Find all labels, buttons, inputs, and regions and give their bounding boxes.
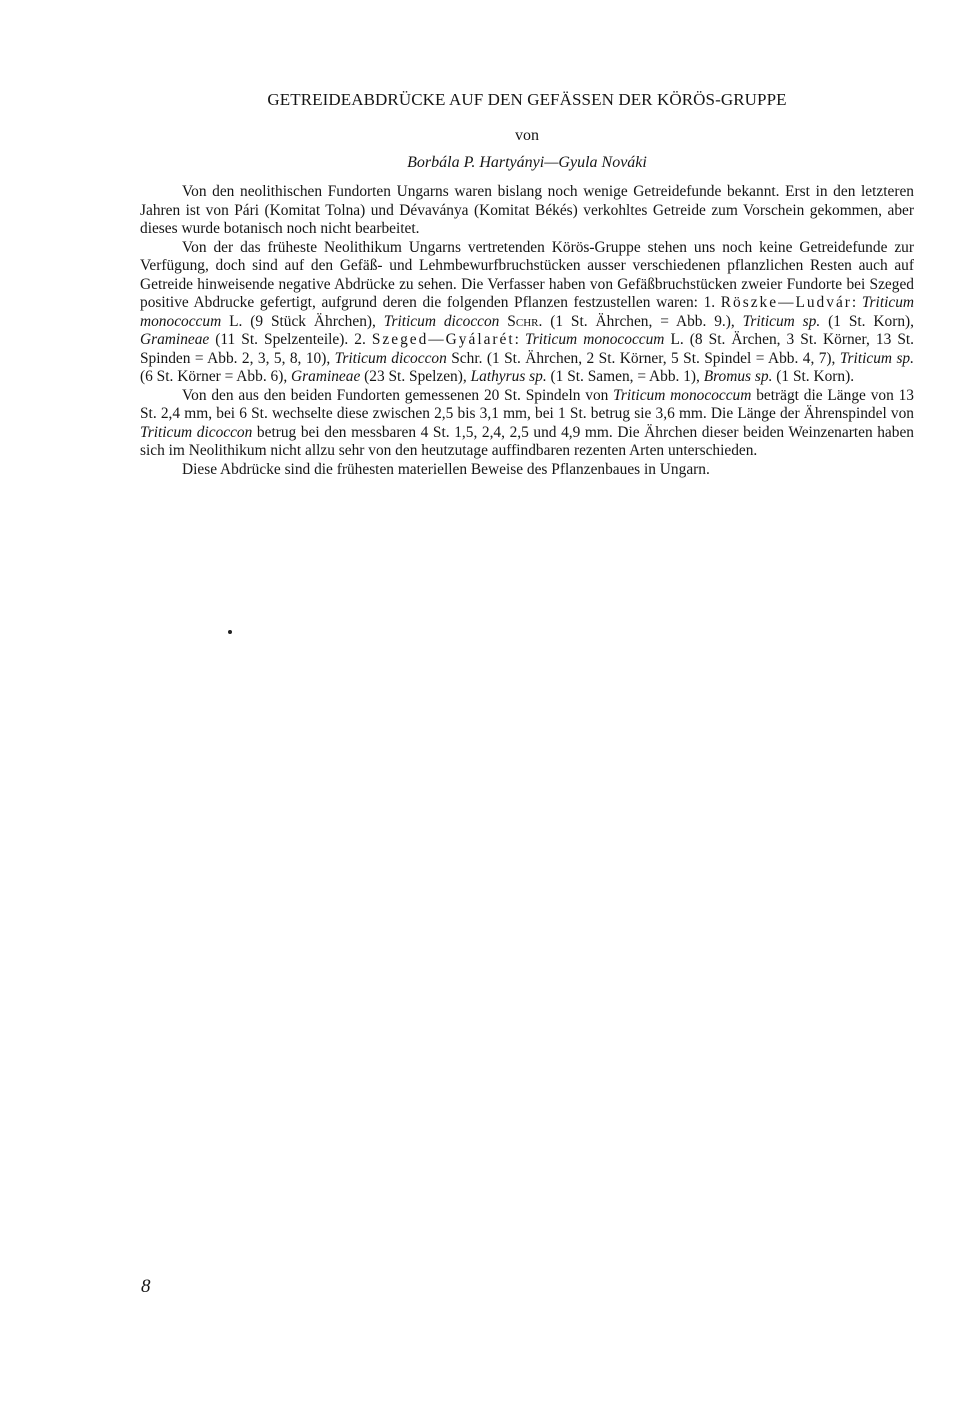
taxon-name: Triticum sp. — [742, 312, 821, 330]
text-segment: (23 St. Spelzen), — [360, 368, 471, 385]
taxon-name: Triticum dicoccon — [383, 312, 500, 330]
article-title: GETREIDEABDRÜCKE AUF DEN GEFÄSSEN DER KÖRÖS-GRUPPE — [267, 90, 787, 109]
taxon-name: Triticum dicoccon — [140, 423, 253, 441]
taxon-name: Triticum monococcum — [525, 331, 665, 348]
taxon-name: Lathyrus sp. — [470, 368, 547, 385]
taxon-name: Triticum sp. — [839, 349, 914, 367]
byline: von — [515, 127, 539, 144]
taxon-name: Triticum monococcum — [613, 386, 752, 404]
taxon-name: Triticum monococcum — [140, 294, 915, 330]
text-segment: (6 St. Körner = Abb. 6), — [140, 368, 292, 385]
taxon-name: Gramineae — [291, 368, 361, 385]
text-segment: . (1 St. Ährchen, = Abb. 9.), — [538, 312, 743, 330]
text-segment: Von den aus den beiden Fundorten gemessenen 20 St. Spindeln von — [182, 386, 614, 404]
text-segment: (1 St. Korn), — [820, 312, 915, 330]
taxon-name: Triticum dicoccon — [334, 349, 447, 367]
text-segment: betrug bei den messbaren 4 St. 1,5, 2,4, 2,5 und 4,9 mm. Die Ährchen dieser beiden Weinzenarten haben sich im Neolithikum nicht allzu sehr von den heutzutage auffindbaren rezenten Arten unterschieden. — [140, 423, 914, 459]
taxon-name: Gramineae — [140, 331, 210, 348]
paragraph-4: Diese Abdrücke sind die frühesten materiellen Beweise des Pflanzenbaues in Ungarn. — [182, 460, 710, 478]
text-segment: : — [514, 331, 525, 348]
text-segment: (1 St. Korn). — [772, 368, 855, 385]
site-name: Röszke—Ludvár — [720, 294, 852, 311]
text-segment: L. (9 Stück Ährchen), — [221, 312, 384, 330]
text-segment: Von der das früheste Neolithikum Ungarns vertretenden Körös-Gruppe stehen uns noch keine Getreidefunde zur Verfügung, doch sind auf den Gefäß- und Lehmbewurfbruchstücken ausser verschiedenen pflanzlichen Resten auch auf Getreide hinweisende negative Abdrücke zu sehen. Die Verfasser haben von Gefäßbruchstücken zweier Fundorte bei Szeged positive Abdrucke gefertigt, aufgrund deren die folgenden Pflanzen festzustellen waren: 1. — [140, 238, 914, 311]
text-segment: L. (8 St. Ärchen, 3 St. Körner, 13 St. Spinden = Abb. 2, 3, 5, 8, 10), — [140, 331, 915, 367]
paragraph-3 — [140, 387, 914, 461]
text-segment: : — [851, 294, 862, 311]
text-segment: (11 St. Spelzenteile). 2. — [209, 331, 372, 348]
authors: Borbála P. Hartyányi—Gyula Nováki — [407, 154, 647, 171]
article-body — [140, 183, 914, 479]
author-abbrev: Schr — [507, 312, 539, 330]
text-segment: beträgt die Länge von 13 St. 2,4 mm, bei 6 St. wechselte diese zwischen 2,5 bis 3,1 mm, bei 1 St. betrug sie 3,6 mm. Die Länge der Ährenspindel von — [140, 386, 914, 422]
paragraph-1: Von den neolithischen Fundorten Ungarns waren bislang noch wenige Getreidefunde bekannt. Erst in den letzteren Jahren ist von Pári (Komitat Tolna) und Dévaványa (Komitat Békés) verkohltes Getreide zum Vorschein gekommen, aber dieses wurde botanisch noch nicht bearbeitet. — [140, 183, 914, 237]
text-segment: Schr. (1 St. Ährchen, 2 St. Körner, 5 St. Spindel = Abb. 4, 7), — [446, 349, 840, 367]
text-segment: (1 St. Samen, = Abb. 1), — [546, 368, 704, 385]
taxon-name: Bromus sp. — [703, 368, 773, 385]
ink-speck — [228, 630, 232, 634]
paragraph-2 — [140, 239, 914, 387]
page-number: 8 — [141, 1276, 151, 1297]
site-name: Szeged—Gyálarét — [371, 331, 515, 348]
